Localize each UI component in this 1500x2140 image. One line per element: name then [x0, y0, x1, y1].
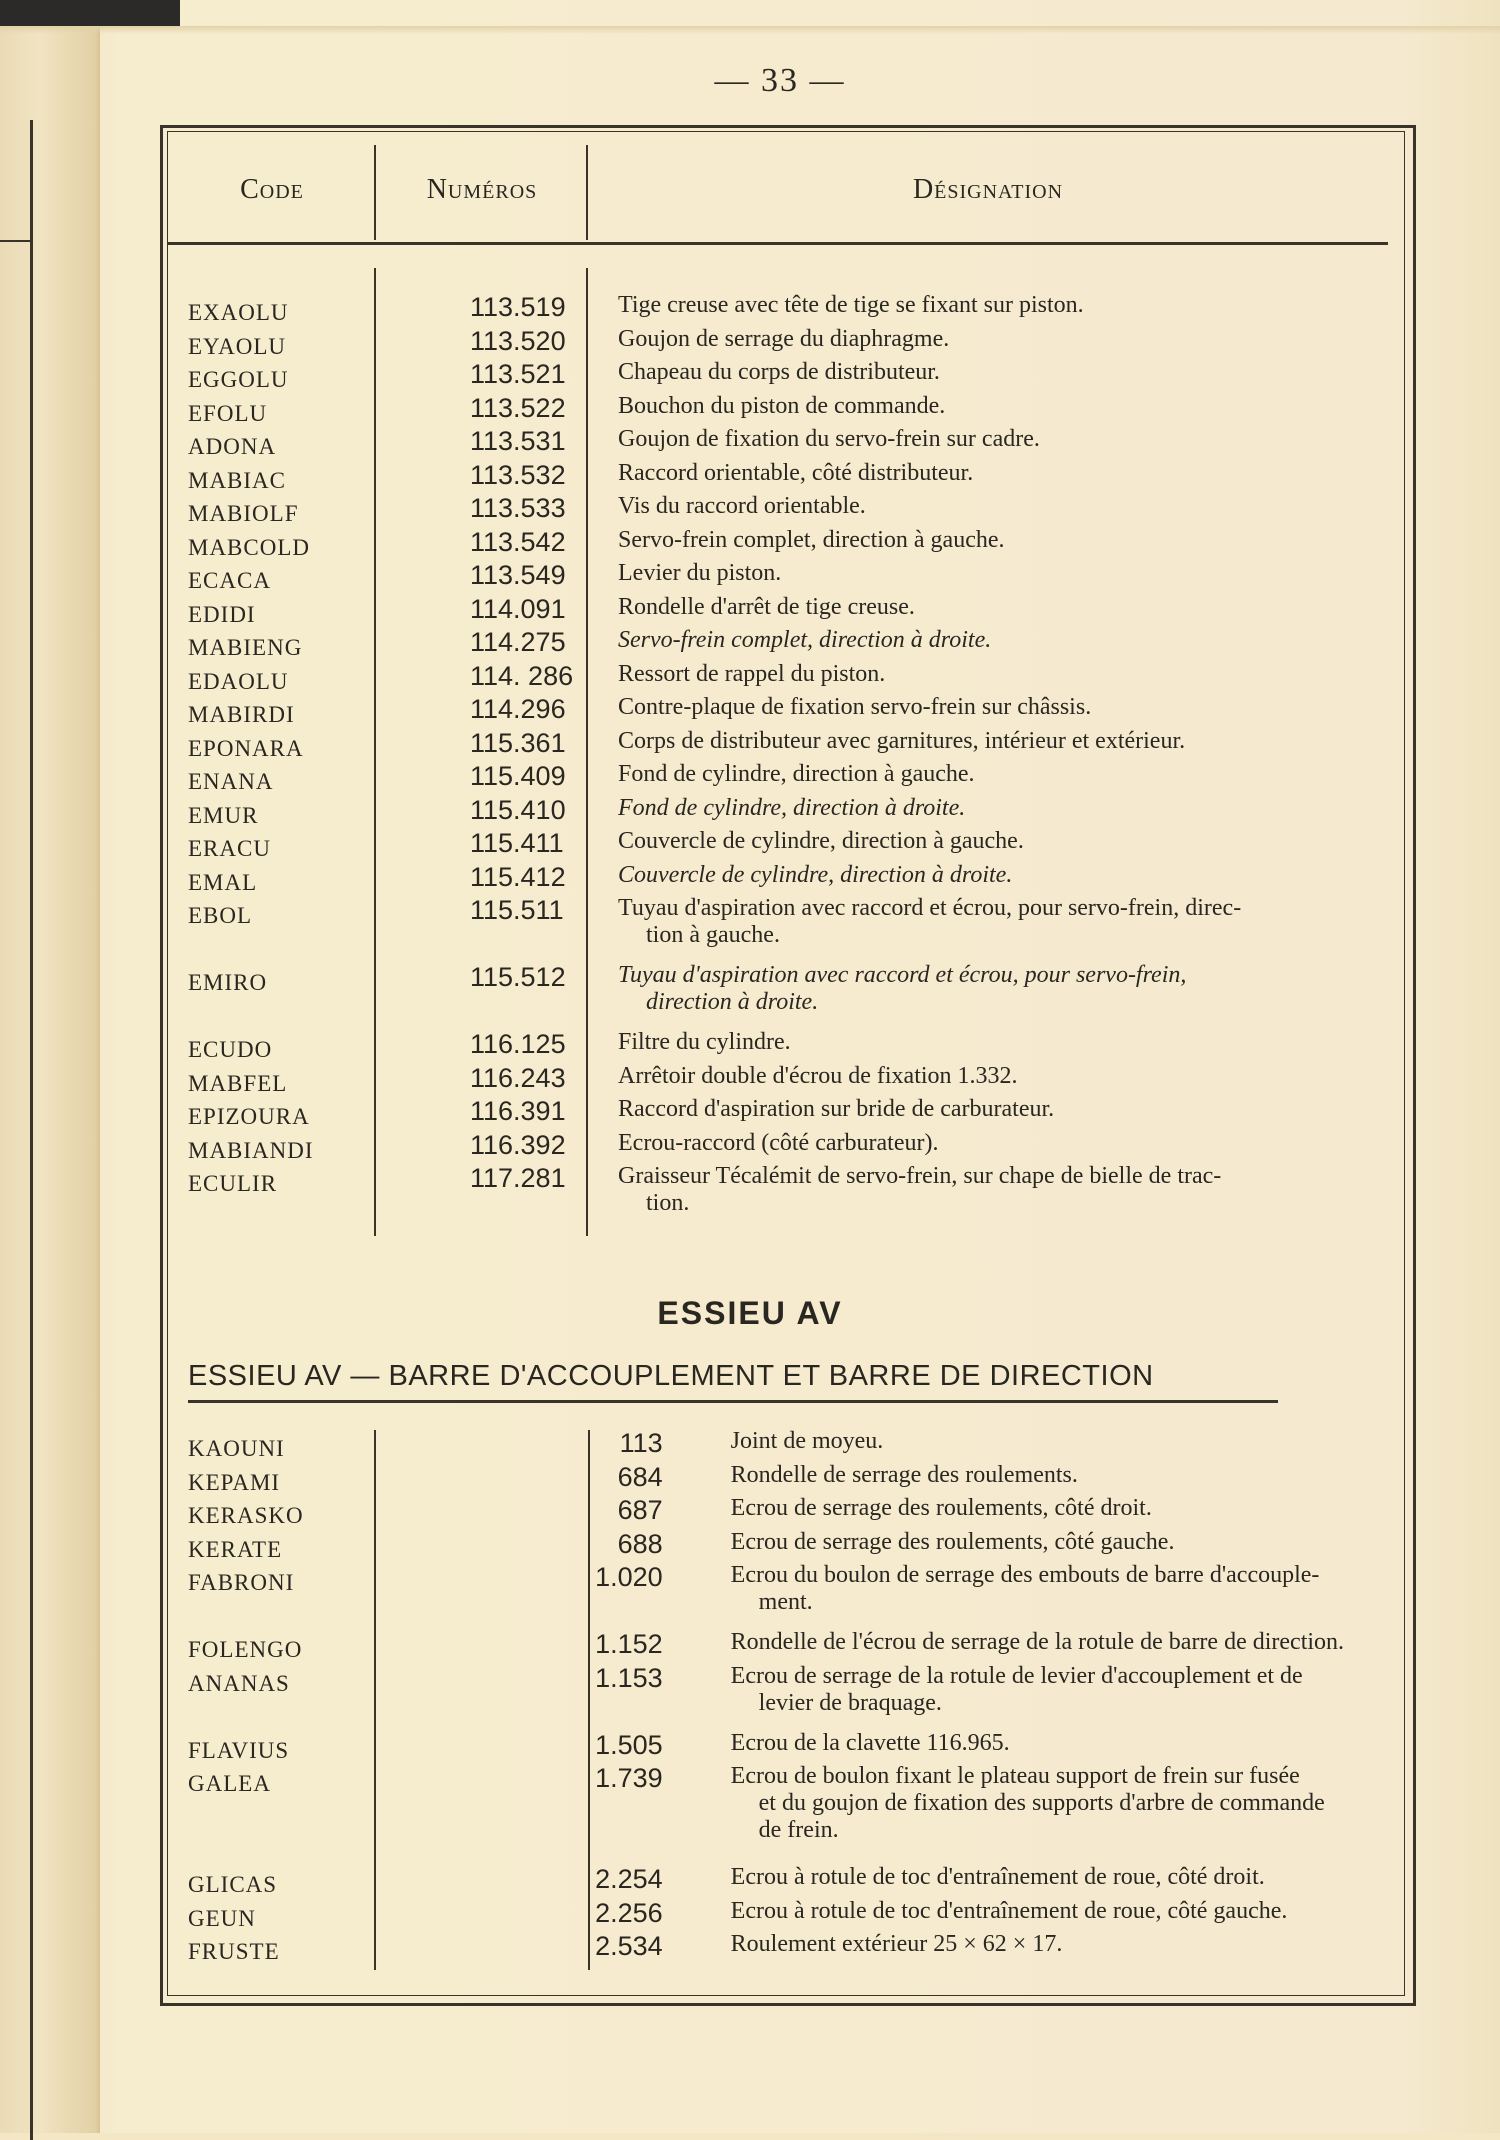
part-designation	[600, 326, 1390, 353]
part-code: EMAL	[188, 869, 258, 895]
part-number: 1.152	[595, 1629, 663, 1659]
designation-line: Ecrou de la clavette 116.965.	[730, 1729, 1010, 1756]
header-code: Code	[240, 174, 304, 205]
header-numeros: Numéros	[426, 174, 538, 205]
part-code: KERATE	[188, 1536, 283, 1562]
part-designation	[703, 1730, 1398, 1757]
part-code: EBOL	[188, 903, 253, 928]
designation-line: Ecrou-raccord (côté carburateur).	[618, 1129, 939, 1156]
part-code: MABCOLD	[188, 534, 311, 560]
designation-line: Goujon de serrage du diaphragme.	[618, 325, 950, 352]
part-number: 2.254	[595, 1864, 663, 1894]
parts-table-essieu-av	[168, 1428, 1398, 1965]
part-designation	[600, 1063, 1390, 1090]
part-number: 113.520	[470, 325, 566, 356]
header-designation: Désignation	[912, 174, 1064, 205]
table-row	[168, 1730, 1398, 1764]
table-row	[168, 1495, 1398, 1529]
part-designation	[703, 1462, 1398, 1489]
header-divider	[168, 242, 1388, 245]
table-row	[168, 761, 1398, 795]
part-number: 115.512	[470, 962, 566, 992]
part-number: 113.522	[470, 392, 566, 423]
table-row	[168, 728, 1398, 762]
designation-line: Servo-frein complet, direction à droite.	[618, 627, 992, 653]
part-code: MABIAC	[188, 467, 287, 493]
table-header	[168, 140, 1402, 240]
part-code: MABIOLF	[188, 501, 299, 526]
part-number: 114.296	[470, 694, 566, 724]
designation-line: Couvercle de cylindre, direction à gauche.	[618, 828, 1024, 854]
part-designation	[703, 1495, 1398, 1522]
designation-line: Ecrou de serrage des roulements, côté droit.	[730, 1495, 1152, 1521]
part-designation	[703, 1864, 1398, 1891]
part-number: 115.411	[470, 828, 564, 858]
designation-line: Ecrou à rotule de toc d'entraînement de roue, côté gauche.	[730, 1897, 1288, 1924]
part-code: FLAVIUS	[188, 1737, 290, 1763]
part-code: MABFEL	[188, 1070, 288, 1096]
part-number: 113	[619, 1428, 663, 1458]
part-designation	[600, 1163, 1390, 1217]
table-row	[168, 862, 1398, 896]
table-row	[168, 326, 1398, 360]
table-row	[168, 1063, 1398, 1097]
part-designation	[600, 661, 1390, 688]
designation-line: tion.	[646, 1190, 690, 1216]
part-designation	[600, 1130, 1390, 1157]
part-designation	[600, 426, 1390, 453]
part-number: 2.534	[595, 1931, 663, 1961]
part-number: 113.549	[470, 560, 566, 590]
previous-page-edge	[0, 0, 100, 2133]
part-number: 116.392	[470, 1129, 566, 1160]
part-designation	[600, 728, 1390, 755]
part-code: KEPAMI	[188, 1469, 281, 1495]
table-row	[168, 1029, 1398, 1063]
section-subtitle: ESSIEU AV — BARRE D'ACCOUPLEMENT ET BARRE DE DIRECTION	[188, 1360, 1154, 1392]
parts-table-servo-frein	[168, 292, 1398, 1230]
part-designation	[600, 292, 1390, 319]
part-code: ADONA	[188, 434, 277, 459]
part-code: GALEA	[188, 1771, 271, 1796]
part-code: FRUSTE	[188, 1939, 280, 1964]
part-code: ECUDO	[188, 1037, 273, 1062]
part-designation	[600, 460, 1390, 487]
part-designation	[600, 962, 1390, 1016]
table-row	[168, 560, 1398, 594]
part-number: 113.542	[470, 526, 566, 557]
designation-line: Raccord d'aspiration sur bride de carburateur.	[618, 1096, 1055, 1122]
part-designation	[600, 527, 1390, 554]
part-number: 113.533	[470, 493, 566, 523]
part-number: 114.091	[470, 593, 566, 624]
table-row	[168, 393, 1398, 427]
part-designation	[703, 1663, 1398, 1717]
part-designation	[703, 1931, 1398, 1958]
part-number: 115.361	[470, 727, 566, 758]
table-row	[168, 1562, 1398, 1629]
part-designation	[703, 1629, 1398, 1656]
designation-line: Tuyau d'aspiration avec raccord et écrou, pour servo-frein,	[618, 962, 1187, 988]
designation-line: Joint de moyeu.	[730, 1428, 884, 1454]
table-row	[168, 426, 1398, 460]
table-row	[168, 460, 1398, 494]
part-code: ECULIR	[188, 1171, 278, 1196]
scan-shadow	[0, 0, 180, 26]
part-code: MABIENG	[188, 635, 303, 660]
part-number: 113.521	[470, 359, 566, 389]
table-row	[168, 1130, 1398, 1164]
table-row	[168, 828, 1398, 862]
part-code: EPONARA	[188, 735, 304, 761]
part-designation	[600, 828, 1390, 855]
table-row	[168, 962, 1398, 1029]
part-code: EDIDI	[188, 601, 256, 627]
part-code: MABIANDI	[188, 1137, 314, 1163]
designation-line: Filtre du cylindre.	[618, 1029, 791, 1055]
part-designation	[600, 862, 1390, 889]
part-designation	[703, 1529, 1398, 1556]
table-row	[168, 1428, 1398, 1462]
table-row	[168, 1864, 1398, 1898]
designation-line: Bouchon du piston de commande.	[618, 392, 946, 419]
part-designation	[600, 1096, 1390, 1123]
part-code: ANANAS	[188, 1670, 290, 1696]
part-code: EDAOLU	[188, 668, 289, 694]
part-code: FOLENGO	[188, 1637, 303, 1662]
designation-line: tion à gauche.	[646, 922, 780, 948]
designation-line: ment.	[758, 1589, 813, 1615]
designation-line: Rondelle de serrage des roulements.	[730, 1461, 1078, 1488]
table-row	[168, 359, 1398, 393]
table-row	[168, 694, 1398, 728]
table-row	[168, 594, 1398, 628]
part-code: EXAOLU	[188, 300, 289, 325]
part-number: 1.505	[595, 1729, 663, 1760]
part-designation	[703, 1562, 1398, 1616]
part-designation	[600, 795, 1390, 822]
designation-line: Goujon de fixation du servo-frein sur cadre.	[618, 426, 1040, 452]
part-code: ECACA	[188, 568, 271, 593]
part-number: 115.410	[470, 794, 566, 825]
part-number: 114.275	[470, 627, 566, 657]
table-row	[168, 1763, 1398, 1864]
part-number: 114. 286	[470, 660, 574, 691]
designation-line: Graisseur Técalémit de servo-frein, sur chape de bielle de trac-	[618, 1163, 1222, 1189]
designation-line: Rondelle de l'écrou de serrage de la rotule de barre de direction.	[730, 1629, 1345, 1655]
designation-line: Ecrou du boulon de serrage des embouts de barre d'accouple-	[730, 1562, 1320, 1588]
table-row	[168, 527, 1398, 561]
table-row	[168, 1931, 1398, 1965]
designation-line: de frein.	[758, 1817, 839, 1843]
part-code: EMUR	[188, 802, 259, 828]
part-designation	[600, 1029, 1390, 1056]
part-designation	[600, 594, 1390, 621]
part-number: 687	[617, 1495, 663, 1525]
designation-line: Fond de cylindre, direction à gauche.	[618, 761, 975, 787]
designation-line: Corps de distributeur avec garnitures, intérieur et extérieur.	[618, 727, 1186, 754]
part-number: 115.511	[470, 895, 564, 925]
part-code: ENANA	[188, 769, 274, 794]
part-number: 1.739	[595, 1763, 663, 1793]
part-number: 116.243	[470, 1062, 566, 1093]
designation-line: Raccord orientable, côté distributeur.	[618, 459, 974, 486]
part-code: ERACU	[188, 836, 271, 861]
designation-line: Arrêtoir double d'écrou de fixation 1.332.	[618, 1062, 1018, 1089]
part-code: KERASKO	[188, 1503, 304, 1528]
table-row	[168, 1529, 1398, 1563]
part-designation	[600, 493, 1390, 520]
designation-line: Ecrou à rotule de toc d'entraînement de roue, côté droit.	[730, 1864, 1265, 1890]
part-number: 113.532	[470, 459, 566, 490]
part-designation	[703, 1763, 1398, 1844]
part-number: 116.125	[470, 1029, 566, 1059]
part-number: 2.256	[595, 1897, 663, 1928]
part-number: 113.531	[470, 426, 566, 456]
table-row	[168, 661, 1398, 695]
part-designation	[703, 1428, 1398, 1455]
part-designation	[600, 560, 1390, 587]
part-code: EMIRO	[188, 970, 268, 995]
part-number: 688	[617, 1528, 663, 1559]
designation-line: Rondelle d'arrêt de tige creuse.	[618, 593, 915, 620]
part-designation	[600, 359, 1390, 386]
part-code: EYAOLU	[188, 333, 286, 359]
part-number: 1.153	[595, 1662, 663, 1693]
table-row	[168, 1096, 1398, 1130]
section-title: ESSIEU AV	[657, 1295, 843, 1331]
part-code: EGGOLU	[188, 367, 289, 392]
part-code: GLICAS	[188, 1872, 278, 1897]
part-code: FABRONI	[188, 1570, 295, 1595]
part-number: 1.020	[595, 1562, 663, 1592]
part-designation	[600, 694, 1390, 721]
designation-line: Ecrou de serrage de la rotule de levier d'accouplement et de	[730, 1662, 1303, 1689]
designation-line: Servo-frein complet, direction à gauche.	[618, 526, 1005, 553]
part-number: 115.409	[470, 761, 566, 791]
designation-line: Fond de cylindre, direction à droite.	[618, 794, 966, 821]
part-number: 684	[617, 1461, 663, 1492]
designation-line: Tige creuse avec tête de tige se fixant sur piston.	[618, 292, 1084, 318]
designation-line: Vis du raccord orientable.	[618, 493, 866, 519]
table-row	[168, 627, 1398, 661]
designation-line: direction à droite.	[646, 989, 819, 1015]
part-designation	[703, 1898, 1398, 1925]
designation-line: Chapeau du corps de distributeur.	[618, 359, 940, 385]
part-code: GEUN	[188, 1905, 256, 1931]
table-row	[168, 1663, 1398, 1730]
part-designation	[600, 627, 1390, 654]
table-row	[168, 292, 1398, 326]
table-row	[168, 1462, 1398, 1496]
designation-line: Ressort de rappel du piston.	[618, 660, 886, 687]
part-designation	[600, 895, 1390, 949]
table-row	[168, 895, 1398, 962]
part-number: 115.412	[470, 861, 566, 892]
page-number: — 33 —	[714, 62, 846, 99]
designation-line: Levier du piston.	[618, 560, 782, 586]
designation-line: Couvercle de cylindre, direction à droite.	[618, 861, 1013, 888]
part-code: KAOUNI	[188, 1436, 285, 1461]
part-number: 116.391	[470, 1096, 566, 1126]
designation-line: Ecrou de boulon fixant le plateau support de frein sur fusée	[730, 1763, 1300, 1789]
table-row	[168, 795, 1398, 829]
designation-line: Contre-plaque de fixation servo-frein sur châssis.	[618, 694, 1092, 720]
designation-line: Ecrou de serrage des roulements, côté gauche.	[730, 1528, 1175, 1555]
table-row	[168, 1898, 1398, 1932]
table-row	[168, 1629, 1398, 1663]
part-code: EFOLU	[188, 400, 268, 426]
designation-line: et du goujon de fixation des supports d'arbre de commande	[758, 1790, 1325, 1816]
table-row	[168, 493, 1398, 527]
designation-line: Tuyau d'aspiration avec raccord et écrou, pour servo-frein, direc-	[618, 895, 1242, 921]
designation-line: Roulement extérieur 25 × 62 × 17.	[730, 1931, 1063, 1957]
part-designation	[600, 393, 1390, 420]
table-row	[168, 1163, 1398, 1230]
designation-line: levier de braquage.	[758, 1689, 942, 1716]
part-code: EPIZOURA	[188, 1104, 310, 1129]
part-number: 117.281	[470, 1163, 566, 1193]
part-number: 113.519	[470, 292, 566, 322]
part-code: MABIRDI	[188, 702, 295, 727]
part-designation	[600, 761, 1390, 788]
